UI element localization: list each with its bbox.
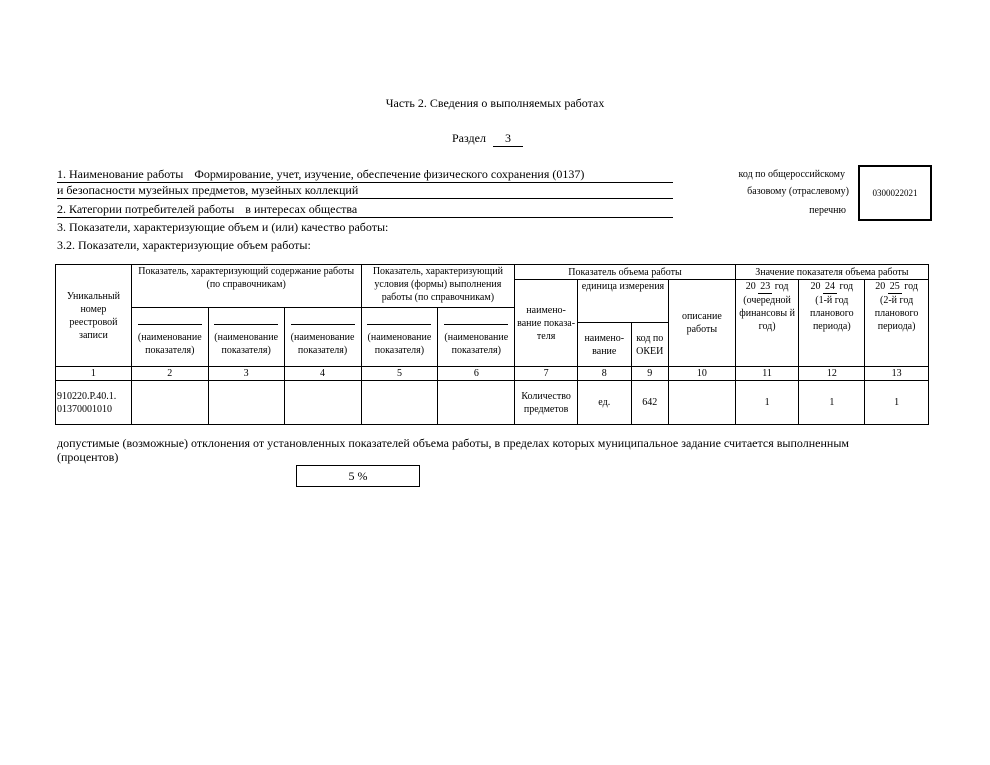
col-number: 9 xyxy=(631,367,668,381)
category-row xyxy=(57,202,673,218)
cell-value-1: 1 xyxy=(735,381,799,425)
part-title: Часть 2. Сведения о выполняемых работах xyxy=(385,96,605,110)
col-number: 7 xyxy=(515,367,578,381)
category-label: 2. Категории потребителей работы xyxy=(57,202,235,216)
volume-table xyxy=(55,264,929,425)
work-name-label: 1. Наименование работы xyxy=(57,167,184,181)
cell-content-1 xyxy=(131,381,208,425)
indicators-heading: 3. Показатели, характеризующие объем и (или) качество работы: xyxy=(57,220,389,234)
header-unit: единица измерения xyxy=(577,280,668,323)
category-value: в интересах общества xyxy=(245,202,358,216)
code-label-line3: перечню xyxy=(809,205,846,216)
subheader-conditions-2: (наименование показателя) xyxy=(438,308,515,367)
header-volume: Показатель объема работы xyxy=(515,265,735,280)
cell-value-2: 1 xyxy=(799,381,865,425)
section-number: 3 xyxy=(493,131,523,147)
col-number: 6 xyxy=(438,367,515,381)
subheader-content-1: (наименование показателя) xyxy=(131,308,208,367)
cell-registry: 910220.Р.40.1. 01370001010 xyxy=(56,381,132,425)
col-number: 3 xyxy=(208,367,284,381)
volume-heading: 3.2. Показатели, характеризующие объем работы: xyxy=(57,238,311,252)
col-number: 5 xyxy=(361,367,438,381)
deviation-text: допустимые (возможные) отклонения от установленных показателей объема работы, в пределах которых муниципальное задание считается выполненным (процентов) xyxy=(57,436,849,464)
header-description: описание работы xyxy=(668,280,735,367)
header-values: Значение показателя объема работы xyxy=(735,265,928,280)
col-number: 13 xyxy=(865,367,929,381)
col-number: 12 xyxy=(799,367,865,381)
deviation-value: 5 % xyxy=(348,468,368,483)
subheader-conditions-1: (наименование показателя) xyxy=(361,308,438,367)
subheader-content-3: (наименование показателя) xyxy=(284,308,361,367)
col-number: 11 xyxy=(735,367,799,381)
cell-description xyxy=(668,381,735,425)
header-year-3: 20 25 год (2-й год планового периода) xyxy=(865,280,929,367)
header-unit-name: наимено-вание xyxy=(577,323,631,367)
cell-value-3: 1 xyxy=(865,381,929,425)
section-label: Раздел xyxy=(452,131,486,145)
header-registry: Уникальный номер реестровой записи xyxy=(56,265,132,367)
work-name-value-line2: и безопасности музейных предметов, музейных коллекций xyxy=(57,183,359,197)
cell-conditions-2 xyxy=(438,381,515,425)
col-number: 1 xyxy=(56,367,132,381)
cell-conditions-1 xyxy=(361,381,438,425)
header-year-1: 20 23 год (очередной финансовы й год) xyxy=(735,280,799,367)
header-conditions: Показатель, характеризующий условия (формы) выполнения работы (по справочникам) xyxy=(361,265,515,308)
code-label-line1: код по общероссийскому xyxy=(738,169,845,180)
cell-unit: ед. xyxy=(577,381,631,425)
header-indicator-name: наимено-вание показа-теля xyxy=(515,280,578,367)
header-content: Показатель, характеризующий содержание работы (по справочникам) xyxy=(131,265,361,308)
section-line xyxy=(452,131,523,147)
work-name-value-line1: Формирование, учет, изучение, обеспечение физического сохранения (0137) xyxy=(194,167,585,181)
deviation-value-box xyxy=(296,465,420,487)
col-number: 10 xyxy=(668,367,735,381)
cell-content-2 xyxy=(208,381,284,425)
table-row xyxy=(56,381,929,425)
code-label-line2: базовому (отраслевому) xyxy=(747,186,849,197)
cell-indicator: Количество предметов xyxy=(515,381,578,425)
cell-content-3 xyxy=(284,381,361,425)
col-number: 2 xyxy=(131,367,208,381)
work-name-row xyxy=(57,167,673,183)
header-year-2: 20 24 год (1-й год планового периода) xyxy=(799,280,865,367)
subheader-content-2: (наименование показателя) xyxy=(208,308,284,367)
col-number: 8 xyxy=(577,367,631,381)
code-value: 0300022021 xyxy=(872,188,918,198)
col-number: 4 xyxy=(284,367,361,381)
header-okei: код по ОКЕИ xyxy=(631,323,668,367)
code-value-box xyxy=(858,165,932,221)
work-name-row2 xyxy=(57,183,673,199)
cell-okei: 642 xyxy=(631,381,668,425)
